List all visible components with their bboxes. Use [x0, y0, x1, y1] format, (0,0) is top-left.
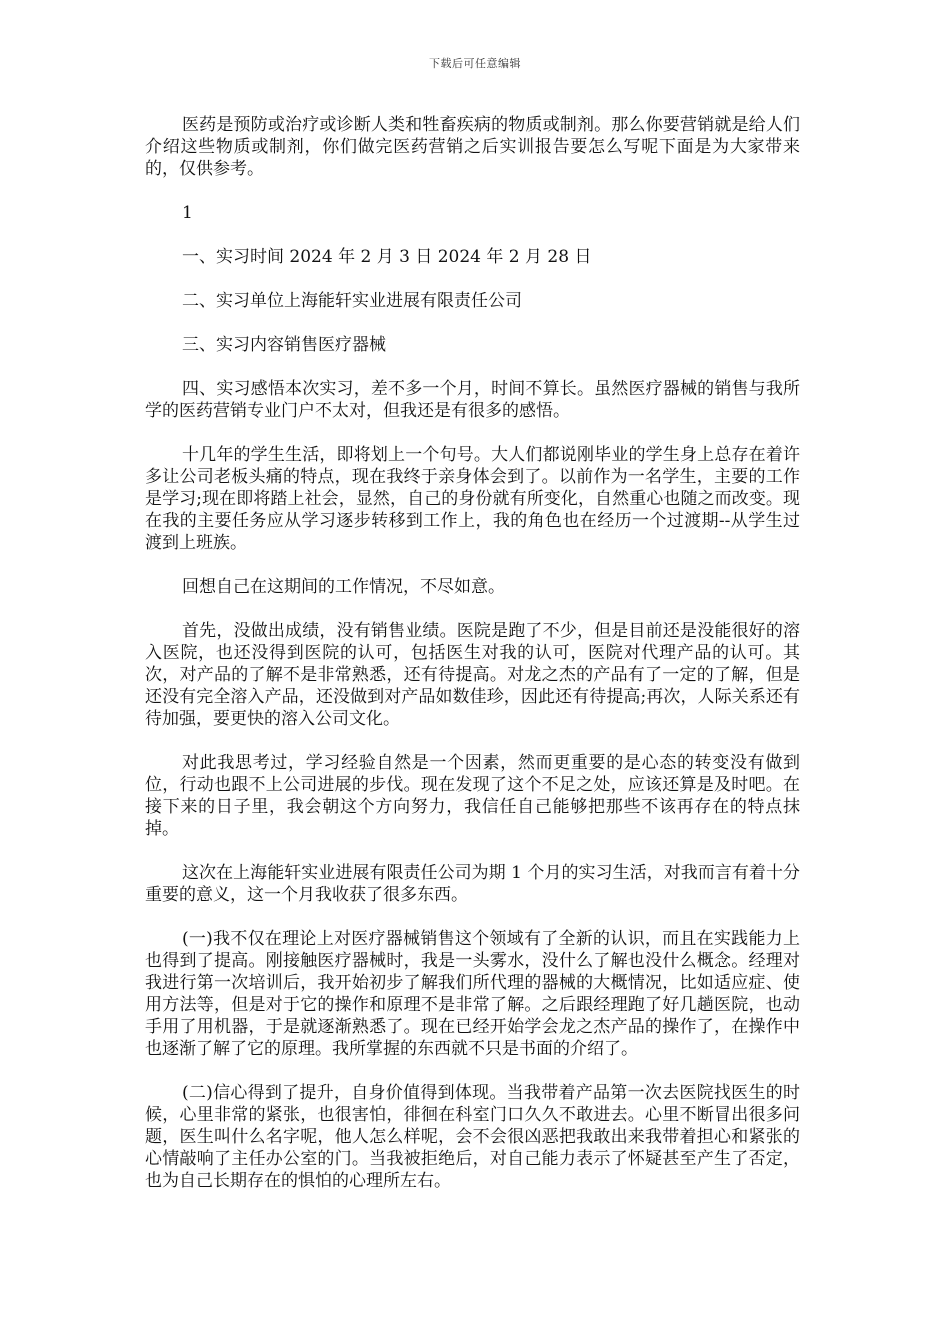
significance-paragraph: 这次在上海能轩实业进展有限责任公司为期 1 个月的实习生活，对我而言有着十分重要的意义，这一个月我收获了很多东西。: [145, 863, 800, 905]
intro-paragraph: 医药是预防或治疗或诊断人类和牲畜疾病的物质或制剂。那么你要营销就是给人们介绍这些物质或制剂，你们做完医药营销之后实训报告要怎么写呢下面是为大家带来的，仅供参考。: [145, 115, 800, 179]
internship-time: 一、实习时间 2024 年 2 月 3 日 2024 年 2 月 28 日: [182, 247, 592, 267]
section-number: 1: [182, 203, 193, 223]
internship-reflection: 四、实习感悟本次实习，差不多一个月，时间不算长。虽然医疗器械的销售与我所学的医药营销专业门户不太对，但我还是有很多的感悟。: [145, 379, 800, 421]
review-paragraph: 回想自己在这期间的工作情况，不尽如意。: [182, 577, 505, 597]
thinking-paragraph: 对此我思考过，学习经验自然是一个因素，然而更重要的是心态的转变没有做到位，行动也跟不上公司进展的步伐。现在发现了这个不足之处，应该还算是及时吧。在接下来的日子里，我会朝这个方向努力，我信任自己能够把那些不该再存在的特点抹掉。: [145, 753, 800, 839]
header-note: 下载后可任意编辑: [429, 57, 521, 70]
shortcomings-paragraph: 首先，没做出成绩，没有销售业绩。医院是跑了不少，但是目前还是没能很好的溶入医院，也还没得到医院的认可，包括医生对我的认可，医院对代理产品的认可。其次，对产品的了解不是非常熟悉，还有待提高。对龙之杰的产品有了一定的了解，但是还没有完全溶入产品，还没做到对产品如数佳珍，因此还有待提高;再次，人际关系还有待加强，要更快的溶入公司文化。: [145, 621, 800, 729]
internship-company: 二、实习单位上海能轩实业进展有限责任公司: [182, 291, 522, 311]
document-body: [145, 114, 800, 1214]
internship-content: 三、实习内容销售医疗器械: [182, 335, 386, 355]
gain-one-paragraph: (一)我不仅在理论上对医疗器械销售这个领域有了全新的认识，而且在实践能力上也得到了提高。刚接触医疗器械时，我是一头雾水，没什么了解也没什么概念。经理对我进行第一次培训后，我开始初步了解我们所代理的器械的大概情况，比如适应症、使用方法等，但是对于它的操作和原理不是非常了解。之后跟经理跑了好几趟医院，也动手用了用机器，于是就逐渐熟悉了。现在已经开始学会龙之杰产品的操作了，在操作中也逐渐了解了它的原理。我所掌握的东西就不只是书面的介绍了。: [145, 929, 800, 1059]
student-life-paragraph: 十几年的学生生活，即将划上一个句号。大人们都说刚毕业的学生身上总存在着许多让公司老板头痛的特点，现在我终于亲身体会到了。以前作为一名学生，主要的工作是学习;现在即将踏上社会，显然，自己的身份就有所变化，自然重心也随之而改变。现在我的主要任务应从学习逐步转移到工作上，我的角色也在经历一个过渡期--从学生过渡到上班族。: [145, 445, 800, 553]
gain-two-paragraph: (二)信心得到了提升，自身价值得到体现。当我带着产品第一次去医院找医生的时候，心里非常的紧张，也很害怕，徘徊在科室门口久久不敢进去。心里不断冒出很多问题，医生叫什么名字呢，他人怎么样呢，会不会很凶恶把我敢出来我带着担心和紧张的心情敲响了主任办公室的门。当我被拒绝后，对自己能力表示了怀疑甚至产生了否定，也为自己长期存在的惧怕的心理所左右。: [145, 1083, 800, 1191]
